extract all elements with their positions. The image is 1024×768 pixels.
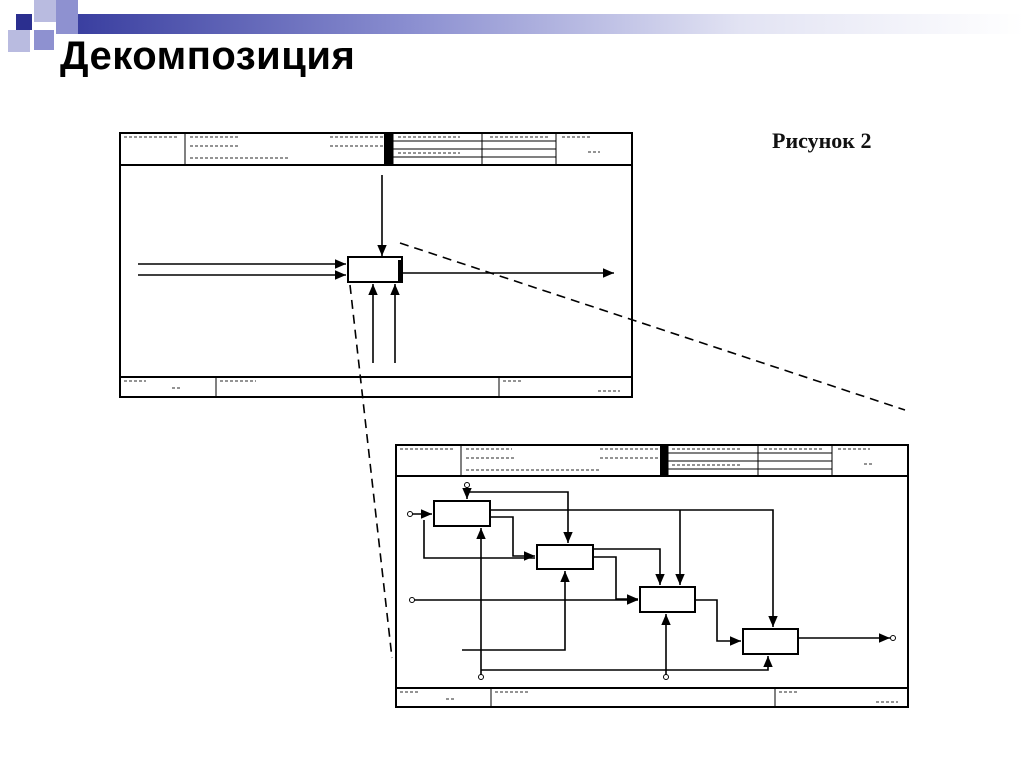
figure-caption: Рисунок 2 xyxy=(772,128,872,153)
child-activity-box-2 xyxy=(537,545,593,569)
slide-title: Декомпозиция xyxy=(60,34,356,78)
child-diagram-frame xyxy=(396,445,908,707)
child-activity-box-1 xyxy=(434,501,490,526)
zoom-connector-lines xyxy=(350,243,905,658)
child-activity-box-4 xyxy=(743,629,798,654)
child-activity-box-3 xyxy=(640,587,695,612)
parent-activity-box xyxy=(348,257,402,282)
